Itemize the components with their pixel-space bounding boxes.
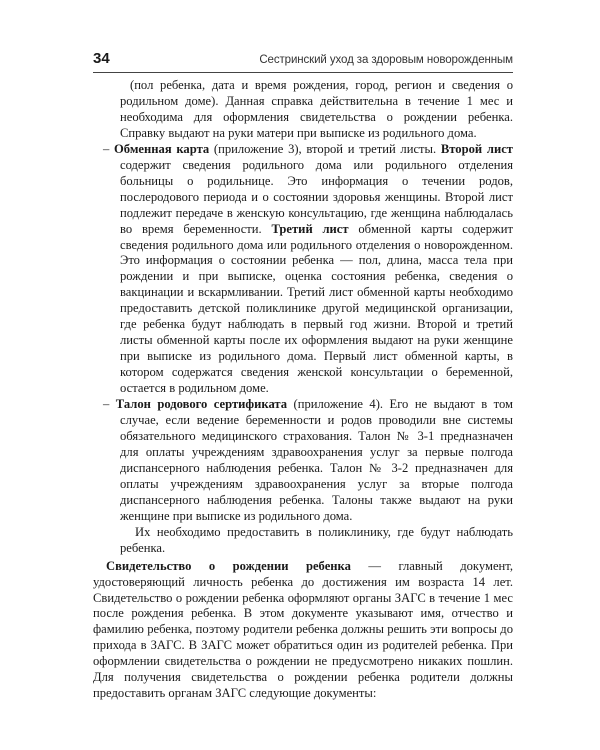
page-number: 34	[93, 50, 110, 67]
list-item-exchange-card	[93, 142, 513, 397]
paragraph-text: — главный документ, удостоверяющий личность ребенка до достижения им возраста 14 лет. Свидетельство о рождении ребенка оформляют органы ЗАГС в течение 1 мес после рождения ребенка. В этом документе указывают имя, отчество и фамилию ребенка, поэтому родители ребенка должны решить эти вопросы до прихода в ЗАГС. В ЗАГС может обратиться один из родителей ребенка. При оформлении свидетельства о рождении не предусмотрено никаких пошлин. Для получения свидетельства о рождении ребенка родители должны предоставить органам ЗАГС следующие документы:	[93, 558, 513, 701]
list-item-birth-certificate-coupon	[93, 397, 513, 525]
list-dash: –	[103, 141, 110, 156]
page-header	[93, 50, 513, 73]
continued-paragraph	[93, 78, 513, 142]
list-dash: –	[103, 397, 110, 412]
term-coupon: Талон родового сертификата	[115, 397, 288, 412]
term-third-sheet: Третий лист	[271, 221, 349, 236]
list-item-text: обменной карты содержит сведения родильного дома или родильного отделения о новорожденном. Это информация о состоянии ребенка — пол, длина, масса тела при рождении и при выписке, оценка состояния ребенка, сведения о вакцинации и вскармливании. Третий лист обменной карты необходимо предоставить детской поликлинике другой медицинской организации, где ребенка будут наблюдать в первый год жизни. Второй и третий листы обменной карты после их оформления выдают на руки женщине при выписке из родильного дома. Первый лист обменной карты, в котором содержатся сведения женской консультации о беременной, остается в родильном доме.	[120, 221, 513, 396]
birth-certificate-paragraph	[93, 559, 513, 703]
term-birth-certificate: Свидетельство о рождении ребенка	[106, 558, 351, 573]
term-second-sheet: Второй лист	[440, 141, 513, 156]
list-item-text: содержит сведения родильного дома или родильного отделения больницы о родильнице. Это информация о течении родов, послеродового периода и о состоянии здоровья женщины. Второй лист подлежит передаче в женскую консультацию, где женщина наблюдалась во время беременности.	[120, 157, 513, 236]
list-item-text: (приложение 3), второй и третий листы.	[209, 141, 441, 156]
list-item-continuation	[93, 525, 513, 557]
list-item-text: Их необходимо предоставить в поликлинику, где будут наблюдать ребенка.	[120, 524, 513, 555]
paragraph-text: (пол ребенка, дата и время рождения, город, регион и сведения о родильном доме). Данная справка действительна в течение 1 мес и необходима для оформления свидетельства о рождении ребенка. Справку выдают на руки матери при выписке из родильного дома.	[120, 78, 513, 140]
page-body	[93, 78, 513, 702]
term-exchange-card: Обменная карта	[114, 141, 210, 156]
running-title: Сестринский уход за здоровым новорожденным	[259, 54, 513, 66]
list-item-text: (приложение 4). Его не выдают в том случае, если ведение беременности и родов проводили вне системы обязательного медицинского страхования. Талон № 3-1 предназначен для оплаты учреждениям здравоохранения услуг за первые полгода диспансерного наблюдения ребенка. Талон № 3-2 предназначен для оплаты учреждениям здравоохранения услуг за вторые полгода диспансерного наблюдения ребенка. Талоны также выдают на руки женщине при выписке из родильного дома.	[120, 397, 513, 523]
